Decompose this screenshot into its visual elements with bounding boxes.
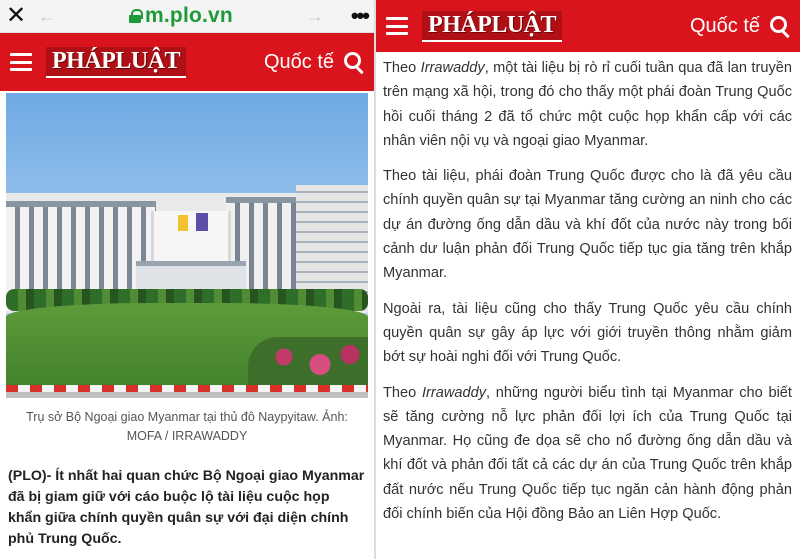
article-paragraph: Theo Irrawaddy, những người biểu tình tại Myanmar cho biết sẽ tăng cường nỗ lực phản đối lợi ích của Trung Quốc tại Myanmar. Họ cũng đe dọa sẽ cho nổ đường ống dẫn dầu và khí đốt và phản đối tất cả các dự án của Trung Quốc trên khắp đất nước nếu Trung Quốc tiếp tục ngăn cản hành động phản đối chính biến của Hội đồng Bảo an Liên Hợp Quốc.: [383, 384, 792, 523]
section-label[interactable]: Quốc tế: [689, 14, 760, 37]
search-icon[interactable]: [344, 52, 364, 72]
site-header: [0, 33, 374, 91]
address-bar[interactable]: [60, 4, 302, 28]
lock-icon: [129, 9, 141, 23]
browser-toolbar: [0, 0, 374, 33]
article-paragraph: Ngoài ra, tài liệu cũng cho thấy Trung Quốc yêu cầu chính quyền quân sự gây áp lực với giới truyền thông nhằm giảm bớt sự hoài nghi đối với Trung Quốc.: [383, 300, 792, 366]
more-options-icon[interactable]: •••: [350, 3, 368, 28]
search-icon[interactable]: [770, 16, 790, 36]
section-label[interactable]: Quốc tế: [263, 50, 334, 73]
site-logo[interactable]: PHÁPLUẬT: [46, 47, 186, 78]
close-icon[interactable]: ✕: [6, 2, 27, 29]
url-text: m.plo.vn: [145, 4, 233, 27]
right-screen: [376, 0, 800, 559]
article-paragraph: Theo Irrawaddy, một tài liệu bị rò rỉ cuối tuần qua đã lan truyền trên mạng xã hội, trong đó cho thấy một phái đoàn Trung Quốc hồi cuối tháng 2 đã tổ chức một cuộc họp khẩn cấp với các nhân viên nội vụ và ngoại giao Myanmar.: [383, 60, 792, 149]
article-paragraph: Theo tài liệu, phái đoàn Trung Quốc được cho là đã yêu cầu chính quyền quân sự tại Myanmar tăng cường an ninh cho các dự án đường ống dẫn dầu và khí đốt của nước này trong bối cảnh dư luận phản đối Trung Quốc tiếp tục gia tăng trên khắp Myanmar.: [383, 168, 792, 282]
forward-arrow-icon[interactable]: →: [306, 5, 324, 26]
article-photo: [6, 93, 368, 398]
hamburger-menu-icon[interactable]: [386, 17, 408, 35]
hamburger-menu-icon[interactable]: [10, 53, 32, 71]
article-lead: (PLO)- Ít nhất hai quan chức Bộ Ngoại giao Myanmar đã bị giam giữ với cáo buộc lộ tài liệu cuộc họp khẩn giữa chính quyền quân sự với đại diện chính phủ Trung Quốc.: [8, 468, 365, 547]
back-arrow-icon[interactable]: ←: [38, 5, 56, 26]
site-header: [376, 0, 800, 52]
site-logo[interactable]: PHÁPLUẬT: [422, 11, 562, 42]
photo-caption: Trụ sở Bộ Ngoại giao Myanmar tại thủ đô Naypyitaw. Ảnh: MOFA / IRRAWADDY: [26, 410, 348, 443]
article-body: [376, 52, 800, 526]
left-screen: [0, 0, 374, 559]
